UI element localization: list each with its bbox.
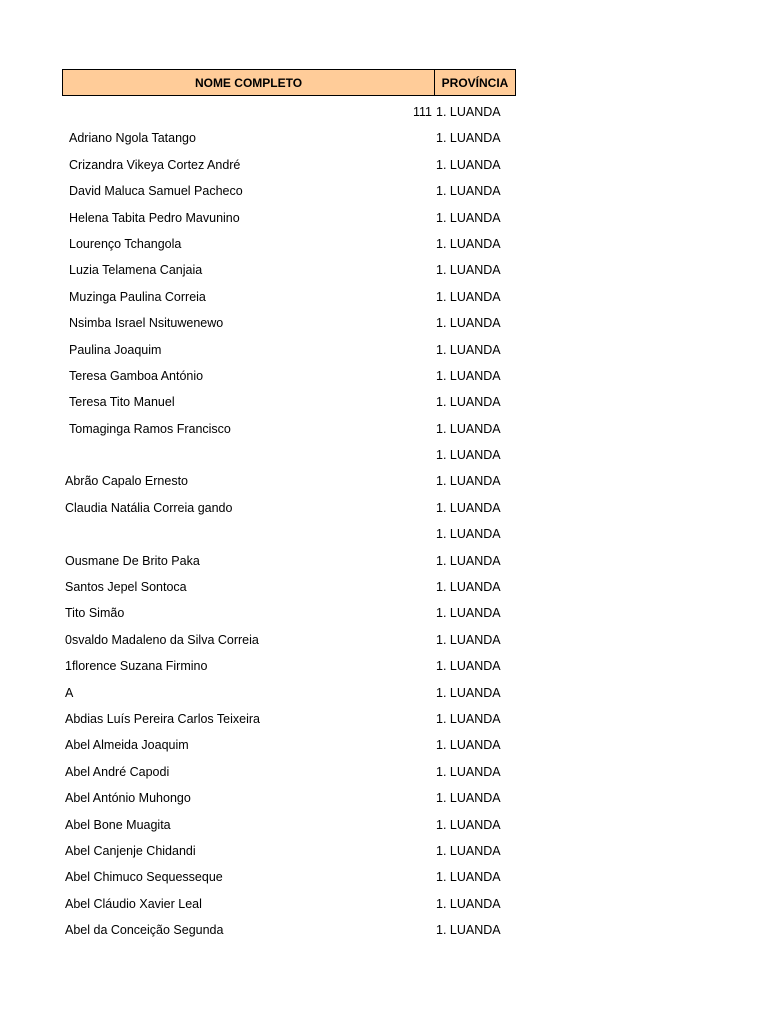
table-row[interactable] xyxy=(62,231,516,257)
cell-province[interactable]: 1. LUANDA xyxy=(436,236,501,251)
cell-full-name[interactable]: Teresa Gamboa António xyxy=(69,368,204,383)
table-row[interactable] xyxy=(62,363,516,389)
table-header-row xyxy=(62,69,516,96)
cell-province[interactable]: 1. LUANDA xyxy=(436,316,501,331)
table-row[interactable] xyxy=(62,864,516,890)
table-row[interactable] xyxy=(62,284,516,310)
table-row[interactable] xyxy=(62,205,516,231)
cell-full-name[interactable]: Santos Jepel Sontoca xyxy=(65,580,187,595)
table-row[interactable] xyxy=(62,416,516,442)
cell-province[interactable]: 1. LUANDA xyxy=(436,342,501,357)
cell-province[interactable]: 1. LUANDA xyxy=(436,817,501,832)
table-row[interactable] xyxy=(62,99,516,125)
cell-full-name[interactable]: Helena Tabita Pedro Mavunino xyxy=(69,210,240,225)
cell-full-name[interactable]: Abdias Luís Pereira Carlos Teixeira xyxy=(65,711,261,726)
table-row[interactable] xyxy=(62,680,516,706)
cell-full-name[interactable]: Nsimba Israel Nsituwenewo xyxy=(69,316,224,331)
cell-full-name[interactable]: Abel António Muhongo xyxy=(65,791,191,806)
table-row[interactable] xyxy=(62,257,516,283)
table-row[interactable] xyxy=(62,442,516,468)
cell-full-name[interactable]: Abel André Capodi xyxy=(65,764,170,779)
cell-province[interactable]: 1. LUANDA xyxy=(436,738,501,753)
table-row[interactable] xyxy=(62,125,516,151)
cell-full-name[interactable]: Abel da Conceição Segunda xyxy=(65,923,224,938)
table-row[interactable] xyxy=(62,732,516,758)
cell-province[interactable]: 1. LUANDA xyxy=(436,210,501,225)
table-row[interactable] xyxy=(62,310,516,336)
cell-full-name[interactable]: Tito Simão xyxy=(65,606,125,621)
cell-province[interactable]: 1. LUANDA xyxy=(436,923,501,938)
table-row[interactable] xyxy=(62,812,516,838)
cell-province[interactable]: 1. LUANDA xyxy=(436,105,501,119)
table-row[interactable] xyxy=(62,468,516,494)
cell-province[interactable]: 1. LUANDA xyxy=(436,527,501,542)
cell-province[interactable]: 1. LUANDA xyxy=(436,448,501,463)
cell-full-name[interactable]: Muzinga Paulina Correia xyxy=(69,289,206,304)
cell-province[interactable]: 1. LUANDA xyxy=(436,131,501,146)
cell-full-name[interactable]: Lourenço Tchangola xyxy=(69,236,182,251)
table-row[interactable] xyxy=(62,521,516,547)
table-row[interactable] xyxy=(62,178,516,204)
cell-province[interactable]: 1. LUANDA xyxy=(436,263,501,278)
table-row[interactable] xyxy=(62,891,516,917)
cell-full-name[interactable]: Crizandra Vikeya Cortez André xyxy=(69,157,241,172)
cell-full-name[interactable]: Adriano Ngola Tatango xyxy=(69,131,196,146)
table-row[interactable] xyxy=(62,917,516,943)
table-row[interactable] xyxy=(62,574,516,600)
cell-full-name[interactable]: Abel Chimuco Sequesseque xyxy=(65,870,223,885)
table-body xyxy=(62,99,516,944)
cell-province[interactable]: 1. LUANDA xyxy=(436,632,501,647)
cell-province[interactable]: 1. LUANDA xyxy=(436,870,501,885)
cell-full-name[interactable]: Tomaginga Ramos Francisco xyxy=(69,421,231,436)
table-row[interactable] xyxy=(62,653,516,679)
cell-full-name[interactable]: David Maluca Samuel Pacheco xyxy=(69,184,243,199)
cell-full-name[interactable]: Abel Cláudio Xavier Leal xyxy=(65,896,202,911)
table-row[interactable] xyxy=(62,389,516,415)
cell-full-name[interactable]: Paulina Joaquim xyxy=(69,342,162,357)
table-row[interactable] xyxy=(62,337,516,363)
cell-province[interactable]: 1. LUANDA xyxy=(436,764,501,779)
column-header-province[interactable]: PROVÍNCIA xyxy=(441,75,509,90)
cell-province[interactable]: 1. LUANDA xyxy=(436,500,501,515)
table-row[interactable] xyxy=(62,548,516,574)
cell-province[interactable]: 1. LUANDA xyxy=(436,711,501,726)
cell-full-name[interactable]: 0svaldo Madaleno da Silva Correia xyxy=(65,632,259,647)
table-row[interactable] xyxy=(62,838,516,864)
cell-province[interactable]: 1. LUANDA xyxy=(436,580,501,595)
cell-province[interactable]: 1. LUANDA xyxy=(436,791,501,806)
table-row[interactable] xyxy=(62,759,516,785)
cell-province[interactable]: 1. LUANDA xyxy=(436,553,501,568)
cell-province[interactable]: 1. LUANDA xyxy=(436,368,501,383)
cell-full-name[interactable]: A xyxy=(65,685,74,700)
table-row[interactable] xyxy=(62,627,516,653)
cell-province[interactable]: 1. LUANDA xyxy=(436,659,501,674)
table-row[interactable] xyxy=(62,152,516,178)
table-row[interactable] xyxy=(62,495,516,521)
cell-full-name[interactable]: Abel Canjenje Chidandi xyxy=(65,843,196,858)
cell-province[interactable]: 1. LUANDA xyxy=(436,289,501,304)
cell-full-name[interactable]: 1florence Suzana Firmino xyxy=(65,659,208,674)
cell-province[interactable]: 1. LUANDA xyxy=(436,606,501,621)
cell-province[interactable]: 1. LUANDA xyxy=(436,395,501,410)
cell-province[interactable]: 1. LUANDA xyxy=(436,184,501,199)
cell-full-name[interactable]: Abrão Capalo Ernesto xyxy=(65,474,188,489)
table-row[interactable] xyxy=(62,600,516,626)
cell-full-name[interactable]: Claudia Natália Correia gando xyxy=(65,500,233,515)
spreadsheet-table xyxy=(62,69,516,938)
cell-province[interactable]: 1. LUANDA xyxy=(436,843,501,858)
cell-province[interactable]: 1. LUANDA xyxy=(436,421,501,436)
cell-full-name[interactable]: Ousmane De Brito Paka xyxy=(65,553,200,568)
cell-number[interactable]: 111 xyxy=(412,105,432,119)
cell-full-name[interactable]: Luzia Telamena Canjaia xyxy=(69,263,203,278)
cell-full-name[interactable]: Abel Almeida Joaquim xyxy=(65,738,189,753)
table-row[interactable] xyxy=(62,785,516,811)
table-row[interactable] xyxy=(62,706,516,732)
cell-province[interactable]: 1. LUANDA xyxy=(436,896,501,911)
cell-full-name[interactable]: Teresa Tito Manuel xyxy=(69,395,175,410)
cell-province[interactable]: 1. LUANDA xyxy=(436,157,501,172)
cell-province[interactable]: 1. LUANDA xyxy=(436,685,501,700)
cell-full-name[interactable]: Abel Bone Muagita xyxy=(65,817,171,832)
column-header-name[interactable]: NOME COMPLETO xyxy=(63,70,435,95)
cell-province[interactable]: 1. LUANDA xyxy=(436,474,501,489)
